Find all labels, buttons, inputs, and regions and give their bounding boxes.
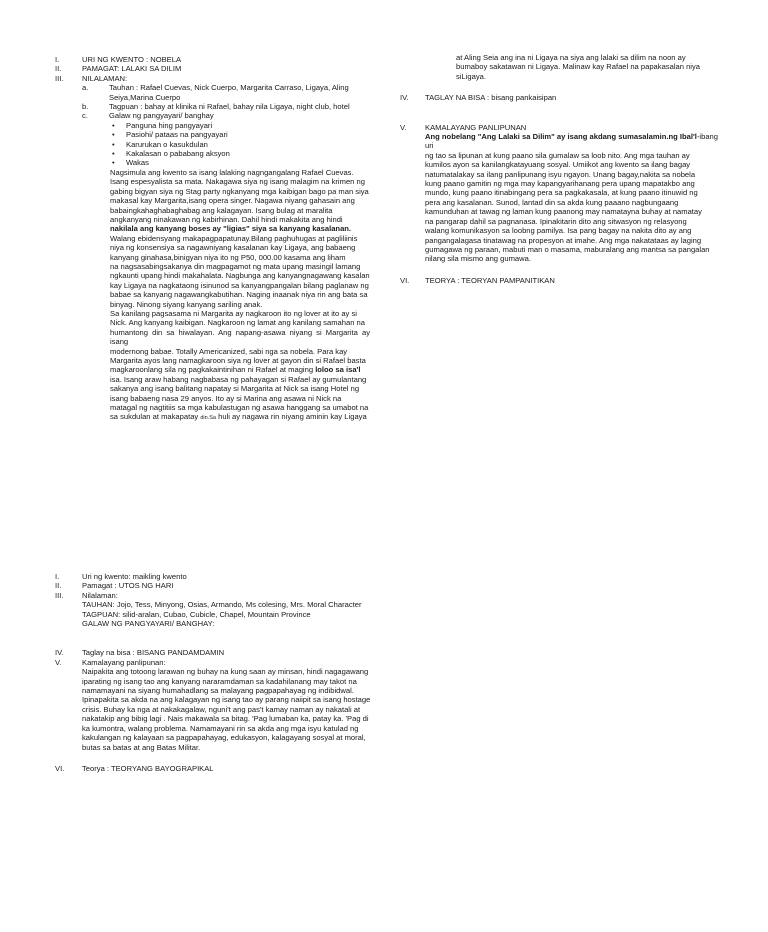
paragraph-line: walang komunikasyon sa loobng pamilya. Isa pang bagay na nakita dito ay ang — [425, 226, 692, 236]
sub-text: Galaw ng pangyayari/ banghay — [109, 111, 214, 121]
item-nilalaman — [55, 74, 370, 83]
paragraph-line: Sa kanilang pagsasama ni Margarita ay nagkaroon ito ng lover at ito ay si — [110, 308, 357, 318]
roman-numeral: I. — [55, 572, 60, 581]
paragraph-text: huli ay nagawa rin niyang aminin kay Ligaya — [218, 412, 367, 422]
roman-numeral: VI. — [400, 275, 410, 285]
detail-line: TAGPUAN: silid-aralan, Cubao, Cubicle, Chapel, Mountain Province — [82, 609, 311, 619]
paragraph-line: isa. Isang araw habang nagbabasa ng pahayagan si Rafael ay gumulantang — [110, 374, 367, 384]
paragraph-line: Naipakita ang totoong larawan ng buhay na kung saan ay minsan, hindi nagagawang — [82, 667, 369, 677]
sub-letter: b. — [82, 102, 89, 112]
paragraph-line: siLigaya. — [456, 71, 486, 81]
paragraph-line: kanyang ginahasa,binigyan niya ito ng P50, 000.00 kasama ang liham — [110, 252, 346, 262]
roman-numeral: V. — [55, 657, 62, 667]
item-kamalayang-panlipunan — [55, 658, 375, 667]
item-text: Taglay na bisa : BISANG PANDAMDAMIN — [82, 648, 225, 658]
roman-numeral: II. — [55, 581, 62, 591]
paragraph-line: modernong babae. Totally Americanized, sabi nga sa nobela. Para kay — [110, 346, 348, 356]
bullet-icon: • — [112, 149, 115, 159]
paragraph-line: na pangarap dahil sa pagnanasa. Ipinakitarin dito ang sitwasyon ng relasyong — [425, 216, 687, 226]
paragraph-line: babae sa kanyang nagawangkabutihan. Naging inaanak niya rin ang bata sa — [110, 290, 368, 300]
roman-numeral: I. — [55, 55, 60, 64]
left-column — [55, 55, 370, 424]
bullet-item — [112, 140, 370, 149]
paragraph-line: isang babaeng nasa 29 anyos. Ito ay si Marina ang asawa ni Nick na — [110, 393, 342, 403]
summary-paragraph — [110, 168, 370, 424]
item-text: KAMALAYANG PANLIPUNAN — [425, 122, 527, 132]
bullet-text: Wakas — [126, 158, 149, 168]
roman-numeral: V. — [400, 122, 407, 132]
roman-numeral: VI. — [55, 763, 65, 773]
item-text: TAGLAY NA BISA : bisang pankaisipan — [425, 93, 557, 103]
paragraph-line-bold: nakilala ang kanyang boses ay "ligias" siya sa kanyang kasalanan. — [110, 224, 352, 234]
item-text: TEORYA : TEORYAN PAMPANITIKAN — [425, 275, 555, 285]
paragraph-line: kung paano gamitin ng mga may kapangyarihanang pera upang mapatakbo ang — [425, 179, 695, 189]
paragraph-line: Ipinapakita sa akda na ang kalagayan ng isang tao ay parang naiipit sa isang hostage — [82, 695, 371, 705]
paragraph-tiny-text: din.Sa — [200, 415, 216, 422]
item-text: Uri ng kwento: maikling kwento — [82, 572, 187, 581]
paragraph-line: pangangalagasa tinatawag na propesyon at imahe. Ang mga nakatataas ay laging — [425, 235, 702, 245]
detail-line: TAUHAN: Jojo, Tess, Minyong, Osias, Armando, Ms colesing, Mrs. Moral Character — [82, 600, 362, 610]
paragraph-line: Isang espesyalista sa mata. Nakagawa siya ng isang malagim na krimen ng — [110, 177, 365, 187]
paragraph-line: angkanyang ninakawan ng kabirhinan. Dahil hindi makakita ang hindi — [110, 214, 343, 224]
paragraph-line: at Aling Seia ang ina ni Ligaya na siya ang lalaki sa dilim na noon ay — [456, 53, 686, 62]
paragraph-line: matagal ng nagtitiis sa mga kabulastugan ng asawa hanggang sa umabot na — [110, 403, 369, 413]
item-text: Teorya : TEORYANG BAYOGRAPIKAL — [82, 763, 214, 773]
item-text: Nilalaman: — [82, 590, 118, 600]
paragraph-line: gabing bigyan siya ng Stag party ngkanyang mga kaibigan bago pa man siya — [110, 186, 369, 196]
sub-letter: a. — [82, 83, 89, 93]
roman-numeral: III. — [55, 590, 64, 600]
item-text: Pamagat : UTOS NG HARI — [82, 581, 174, 591]
bullet-item — [112, 149, 370, 158]
paragraph-line: mundo, kung paano itinabingang pera sa pagkakasala, at kung paano itinuwid ng — [425, 188, 698, 198]
sub-item-tagpuan — [82, 102, 370, 111]
paragraph-line: ng tao sa lipunan at kung paano sila gumalaw sa loob nito. Ang mga tauhan ay — [425, 150, 690, 160]
roman-numeral: II. — [55, 64, 62, 74]
item-text: URI NG KWENTO : NOBELA — [82, 55, 182, 64]
bullet-item — [112, 130, 370, 139]
roman-numeral: IV. — [400, 93, 409, 103]
sub-item-tauhan — [82, 83, 370, 102]
tauhan-line-1: Tauhan : Rafael Cuevas, Nick Cuerpo, Margarita Carraso, Ligaya, Aling — [109, 83, 349, 93]
paragraph-line: babaingkahaghabaghabag ang kalagayan. Isang bulag at maralita — [110, 205, 333, 215]
sub-item-galaw — [82, 111, 370, 120]
paragraph-line: nakatakip ang bibig lagi . Nais makawala sa bitag. 'Pag lumaban ka, patay ka. 'Pag di — [82, 714, 369, 724]
bullet-icon: • — [112, 139, 115, 149]
paragraph-line: Nick. Ang kanyang kaibigan. Nagkaroon ng lamat ang kanilang samahan na — [110, 318, 365, 328]
paragraph-line: kay Ligaya na nagkataong isinunod sa kanyangpangalan bilang paglanaw ng — [110, 280, 369, 290]
paragraph-line: na nagsasabingsakanya din magpagamot ng mata upang masingil lamang — [110, 261, 361, 271]
sub-text: Tagpuan : bahay at klinika ni Rafael, bahay nila Ligaya, night club, hotel — [109, 102, 350, 112]
item-taglay-na-bisa — [400, 93, 718, 102]
bullet-icon: • — [112, 130, 115, 140]
item-uri — [55, 55, 370, 64]
bullet-text: Karurukan o kasukdulan — [126, 139, 208, 149]
paragraph-line: niya ng konsensiya sa nagawniyang kasalanan kay Ligaya, ang babaeng — [110, 243, 356, 253]
paragraph-line: kumilos ayon sa kanilangkatayuang sosyal. Umiikot ang kwento sa ilang bagay — [425, 160, 691, 170]
paragraph-line — [110, 412, 370, 423]
continued-paragraph — [456, 53, 718, 81]
paragraph-line: kamunduhan at tawag ng laman kung paanong may namatayna buhay at namatay — [425, 207, 702, 217]
roman-numeral: III. — [55, 73, 64, 83]
paragraph-line: pera ang kasalanan. Sunod, lantad din sa akda kung paaano nagbungaang — [425, 197, 679, 207]
detail-line: GALAW NG PANGYAYARI/ BANGHAY: — [82, 619, 215, 629]
bullet-icon: • — [112, 120, 115, 130]
paragraph-line: sakanya ang isang balitang napatay si Margarita at Nick sa isang Hotel ng — [110, 384, 360, 394]
paragraph-line: Nagsimula ang kwento sa isang lalaking nagngangalang Rafael Cuevas. — [110, 167, 354, 177]
bullet-icon: • — [112, 158, 115, 168]
item-text: PAMAGAT: LALAKI SA DILIM — [82, 64, 182, 74]
paragraph-text: sa sukdulan at makapatay — [110, 412, 199, 422]
tauhan-line-2: Seiya,Marina Cuerpo — [109, 92, 181, 102]
item-teorya — [55, 764, 375, 773]
paragraph-line: ka kumontra, walang problema. Namamayani rin sa akda ang mga isyu katulad ng — [82, 723, 359, 733]
paragraph-line: nilang sila mismo ang gumawa. — [425, 254, 531, 264]
bullet-text: Pasiohi/ pataas na pangyayari — [126, 130, 228, 140]
item-pamagat — [55, 64, 370, 73]
paragraph-line: crisis. Buhay ka nga at nakakagalaw, nguni't ang pas't kamay naman ay nakatali at — [82, 704, 361, 714]
paragraph-line: makasal kay Margarita,isang opera singer. Nagawa niyang gahasain ang — [110, 196, 355, 206]
bullet-item — [112, 158, 370, 167]
paragraph-text: -ibang uri — [425, 132, 718, 151]
item-text: Kamalayang panlipunan: — [82, 657, 166, 667]
item-uri-ng-kwento — [55, 572, 375, 581]
paragraph-text: magkaroonlang sila ng pagkakaintinihan ni Rafael at maging — [110, 365, 314, 375]
bullet-list — [112, 121, 370, 168]
bottom-section — [55, 572, 375, 773]
item-nilalaman — [55, 591, 375, 600]
paragraph-line — [110, 365, 370, 374]
paragraph-line: butas sa batas at ang Batas Militar. — [82, 742, 201, 752]
roman-numeral: IV. — [55, 648, 64, 658]
paragraph-line: bumaboy sakatawan ni Ligaya. Malinaw kay Rafael na papakasalan niya — [456, 62, 700, 72]
sub-letter: c. — [82, 111, 88, 121]
paragraph-line: iparating ng isang tao ang kanyang nararamdaman sa kadahilanang may takot na — [82, 676, 357, 686]
right-column — [400, 53, 718, 285]
paragraph-line: kakulangan ng kalayaan sa pagpapahayag, edukasyon, kalagayang sosyal at moral, — [82, 733, 366, 743]
bullet-item — [112, 121, 370, 130]
paragraph-line — [425, 132, 718, 151]
paragraph-line: binyag. Ninong siyang kanyang sariling anak. — [110, 299, 263, 309]
paragraph-line: namamayani na siyang humahadlang sa malayang pagpapahayag ng indibidwal. — [82, 686, 354, 696]
kamalayang-paragraph — [82, 667, 375, 752]
bullet-text: Kakalasan o pababang aksyon — [126, 149, 230, 159]
item-taglay-na-bisa — [55, 648, 375, 657]
item-teorya — [400, 276, 718, 285]
nilalaman-details — [82, 600, 375, 628]
paragraph-line: ngkaunti upang hindi makahalata. Nagbunga ang kanyangnagawang kasalan — [110, 271, 370, 281]
paragraph-line: Walang ebidensyang makapagpapatunay.Bilang paghuhugas at pagliliinis — [110, 233, 358, 243]
paragraph-line: gumagawa ng paraan, mabuti man o masama, maburalang ang mantsa sa pangalan — [425, 244, 710, 254]
bullet-text: Panguna hing pangyayari — [126, 120, 213, 130]
kamalayang-paragraph — [425, 132, 718, 264]
item-kamalayang-panlipunan — [400, 123, 718, 132]
item-pamagat — [55, 581, 375, 590]
paragraph-bold-text: loloo sa isa'l — [315, 365, 361, 375]
paragraph-line: natumatalakay sa ilang panlipunang isyu ngayon. Unang bagay,nakita sa nobela — [425, 169, 696, 179]
paragraph-line: humantong din sa hiwalayan. Ang napang-asawa niyang si Margarita ay isang — [110, 327, 370, 347]
item-text: NILALAMAN: — [82, 73, 128, 83]
sub-text — [109, 83, 370, 102]
paragraph-line: Margarita ayos lang namagkaroon siya ng lover at gayon din si Rafael basta — [110, 356, 366, 365]
paragraph-bold-text: Ang nobelang "Ang Lalaki sa Dilim" ay isang akdang sumasalamin.ng Ibal'l — [425, 132, 697, 142]
